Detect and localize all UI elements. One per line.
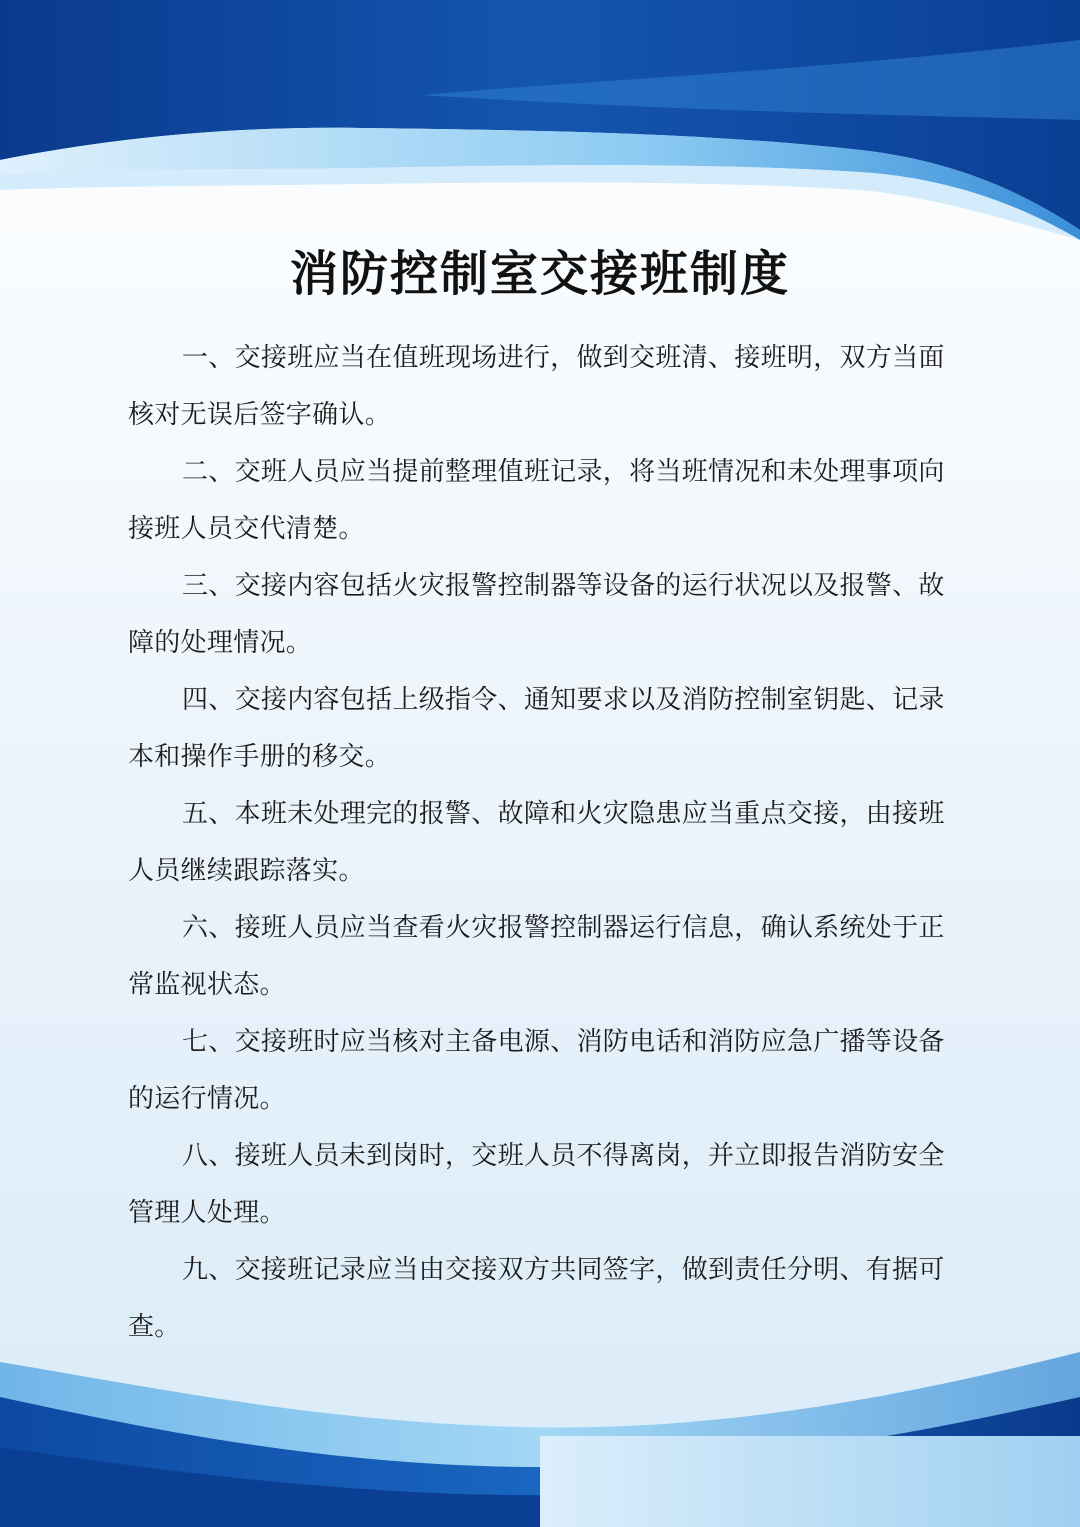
rule-item-4: 四、交接内容包括上级指令、通知要求以及消防控制室钥匙、记录本和操作手册的移交。 (128, 685, 945, 772)
top-wave-banner (0, 0, 1080, 240)
footer-panel (540, 1436, 1080, 1527)
bottom-wave-banner (0, 1327, 1080, 1527)
rule-item-3: 三、交接内容包括火灾报警控制器等设备的运行状况以及报警、故障的处理情况。 (128, 571, 945, 658)
rule-item-8: 八、接班人员未到岗时，交班人员不得离岗，并立即报告消防安全管理人处理。 (128, 1141, 945, 1228)
rule-item-2: 二、交班人员应当提前整理值班记录，将当班情况和未处理事项向接班人员交代清楚。 (128, 457, 945, 544)
rule-item-1: 一、交接班应当在值班现场进行，做到交班清、接班明，双方当面核对无误后签字确认。 (128, 343, 945, 430)
page-title: 消防控制室交接班制度 (289, 246, 790, 302)
rule-item-9: 九、交接班记录应当由交接双方共同签字，做到责任分明、有据可查。 (128, 1255, 945, 1342)
rule-item-7: 七、交接班时应当核对主备电源、消防电话和消防应急广播等设备的运行情况。 (128, 1027, 945, 1114)
rules-list (128, 330, 948, 1356)
rule-item-6: 六、接班人员应当查看火灾报警控制器运行信息，确认系统处于正常监视状态。 (128, 913, 945, 1000)
rule-item-5: 五、本班未处理完的报警、故障和火灾隐患应当重点交接，由接班人员继续跟踪落实。 (128, 799, 945, 886)
